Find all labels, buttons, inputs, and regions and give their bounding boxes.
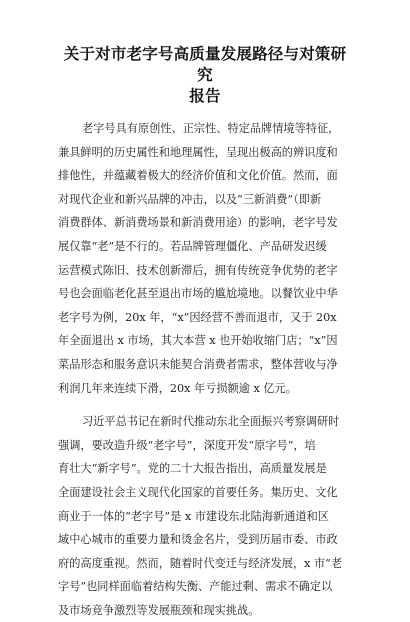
paragraph-line: 菜品形态和服务意识未能契合消费者需求，整体营收与净: [58, 357, 338, 371]
paragraph-line: 运营模式陈旧、技术创新滞后，拥有传统竞争优势的老字: [58, 263, 338, 277]
paragraph-line: 消费群体、新消费场景和新消费用途）的影响，老字号发: [58, 216, 338, 230]
page-title: [58, 44, 352, 107]
paragraph-2: [58, 410, 352, 622]
paragraph-line: 老字号具有原创性、正宗性、特定品牌情境等特征，: [82, 122, 340, 135]
paragraph-line: 习近平总书记在新时代推动东北全面振兴考察调研时: [82, 415, 340, 429]
paragraph-line: 域中心城市的重要力量和烫金名片，受到历届市委、市政: [58, 533, 338, 547]
paragraph-line: 利润几年来连续下滑，20x 年亏损额逾 x 亿元。: [58, 381, 297, 395]
paragraph-line: 强调，要改造升级“老字号”，深度开发“原字号”，培: [58, 438, 316, 452]
paragraph-line: 育壮大“新字号”。党的二十大报告指出，高质量发展是: [58, 462, 327, 476]
paragraph-line: 号也会面临老化甚至退出市场的尴尬境地。以餐饮业中华: [58, 287, 338, 301]
paragraph-1: [58, 117, 352, 400]
paragraph-line: 老字号为例，20x 年，“x”因经营不善而退市，又于 20x: [58, 310, 337, 324]
paragraph-line: 全面建设社会主义现代化国家的首要任务。集历史、文化: [58, 485, 338, 499]
paragraph-line: 展仅靠“老”是不行的。若品牌管理僵化、产品研发迟缓: [58, 239, 327, 253]
paragraph-line: 及市场竞争激烈等发展瓶颈和现实挑战。: [58, 603, 260, 617]
paragraph-gap: [58, 400, 352, 410]
paragraph-line: 兼具鲜明的历史属性和地理属性，呈现出极高的辨识度和: [58, 145, 338, 159]
paragraph-line: 排他性，并蕴藏着极大的经济价值和文化价值。然而，面: [58, 169, 338, 183]
paragraph-line: 字号”也同样面临着结构失衡、产能过剩、需求不确定以: [58, 580, 333, 594]
paragraph-line: 年全面退出 x 市场，其大本营 x 也开始收缩门店；“x”因: [58, 334, 338, 348]
paragraph-line: 对现代企业和新兴品牌的冲击，以及“三新消费”（即新: [58, 192, 322, 206]
title-line: 报告: [189, 87, 221, 105]
title-line: 关于对市老字号高质量发展路径与对策研究: [63, 45, 347, 84]
paragraph-line: 府的高度重视。然而，随着时代变迁与经济发展，x 市“老: [58, 556, 343, 570]
paragraph-line: 商业于一体的“老字号”是 x 市建设东北陆海新通道和区: [58, 509, 329, 523]
